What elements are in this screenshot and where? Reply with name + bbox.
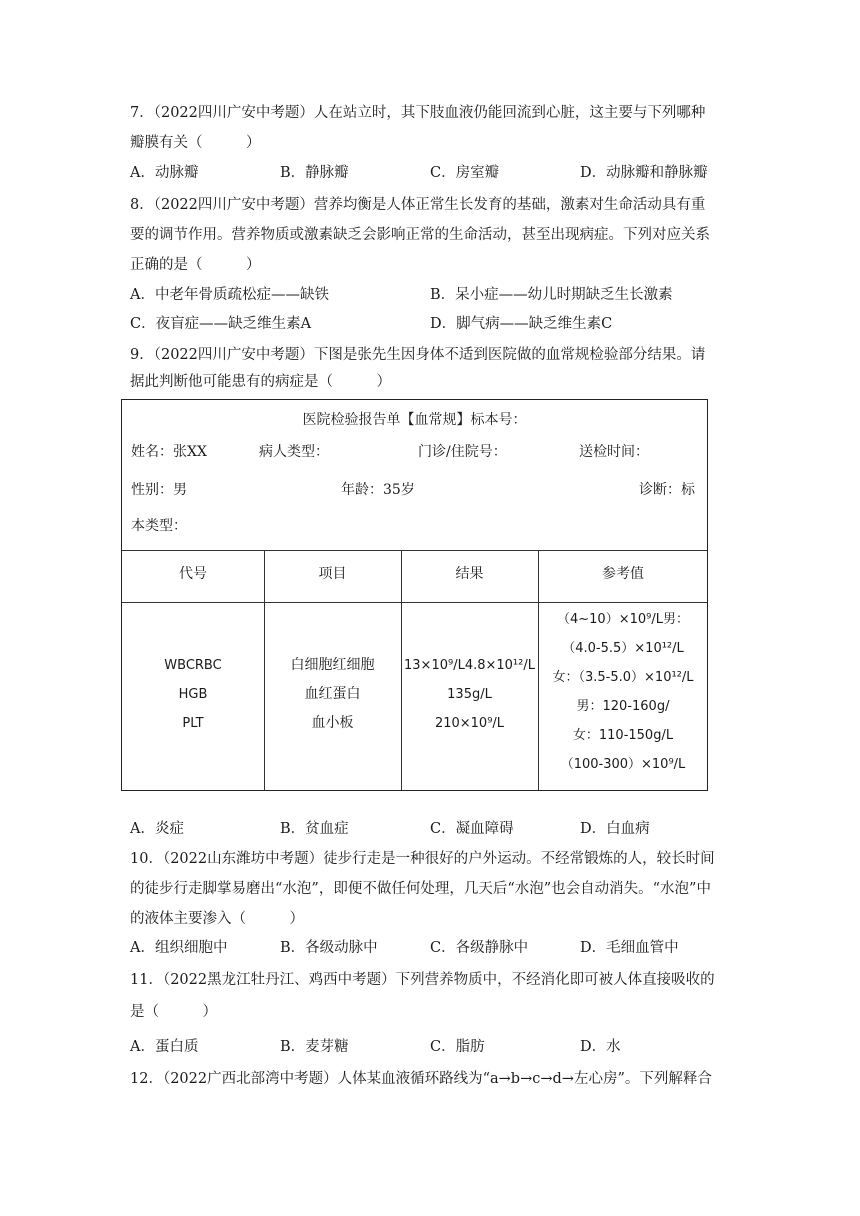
code-wbc-rbc: WBCRBC (164, 658, 222, 673)
column-header-item: 项目 (318, 566, 347, 582)
question-11-line-1: 11．（2022黑龙江牡丹江、鸡西中考题）下列营养物质中，不经消化即可被人体直接吸收的 (130, 972, 715, 988)
lab-report-table (121, 399, 708, 791)
reference-cell (538, 605, 708, 779)
question-10-line-3: 的液体主要渗入（ ） (130, 911, 304, 927)
reference-line: （100-300）×10⁹/L (560, 757, 686, 772)
column-header-result: 结果 (455, 566, 484, 582)
item-wbc-rbc: 白细胞红细胞 (290, 657, 375, 673)
result-wbc-rbc: 13×10⁹/L4.8×10¹²/L (404, 658, 535, 673)
column-header-code: 代号 (179, 566, 207, 582)
item-plt: 血小板 (311, 715, 354, 731)
report-age: 年龄：35岁 (341, 482, 415, 498)
question-7-line-1: 7．（2022四川广安中考题）人在站立时，其下肢血液仍能回流到心脏，这主要与下列哪种 (130, 105, 706, 121)
option-d: D．毛细血管中 (580, 940, 679, 956)
option-b: B．呆小症——幼儿时期缺乏生长激素 (430, 287, 673, 303)
option-a: A．中老年骨质疏松症——缺铁 (130, 287, 329, 303)
column-header-reference: 参考值 (602, 566, 644, 582)
report-sample-type: 本类型： (131, 518, 187, 534)
option-a: A．蛋白质 (130, 1039, 199, 1055)
code-plt: PLT (182, 716, 204, 731)
option-a: A．组织细胞中 (130, 940, 228, 956)
question-8-line-3: 正确的是（ ） (130, 257, 261, 273)
reference-line: （4.0-5.5）×10¹²/L (562, 641, 684, 656)
option-c: C．各级静脉中 (430, 940, 529, 956)
option-d: D．脚气病——缺乏维生素C (430, 316, 613, 332)
reference-line: （4~10）×10⁹/L男： (557, 612, 689, 627)
report-send-time: 送检时间： (579, 444, 649, 460)
reference-line: 女：（3.5-5.0）×10¹²/L (552, 670, 694, 685)
option-c: C．凝血障碍 (430, 821, 514, 837)
question-9-options (130, 819, 730, 839)
option-d: D．白血病 (580, 821, 650, 837)
question-12-line-1: 12．（2022广西北部湾中考题）人体某血液循环路线为“a→b→c→d→左心房”。下列解释合 (130, 1071, 712, 1087)
question-7-options (130, 163, 730, 183)
option-b: B．麦芽糖 (280, 1039, 349, 1055)
reference-line: 女：110-150g/L (572, 728, 674, 743)
report-diagnosis: 诊断：标 (639, 482, 695, 498)
question-8-options-row-1 (130, 285, 730, 305)
report-outpatient-no: 门诊/住院号： (418, 444, 507, 460)
option-b: B．各级动脉中 (280, 940, 378, 956)
question-8-options-row-2 (130, 314, 730, 334)
option-d: D．水 (580, 1039, 621, 1055)
report-name: 姓名：张XX (131, 444, 207, 460)
result-hgb: 135g/L (447, 687, 492, 702)
report-gender: 性别：男 (131, 482, 187, 498)
result-plt: 210×10⁹/L (434, 716, 505, 731)
header-row-separator (122, 602, 707, 603)
option-d: D．动脉瓣和静脉瓣 (580, 165, 708, 181)
result-cell (401, 651, 538, 738)
report-patient-type: 病人类型： (259, 444, 329, 460)
option-c: C．房室瓣 (430, 165, 500, 181)
code-cell (122, 651, 264, 738)
option-a: A．动脉瓣 (130, 165, 199, 181)
reference-line: 男：120-160g/ (576, 699, 670, 714)
report-title: 医院检验报告单【血常规】标本号： (302, 412, 527, 428)
question-9-line-2: 据此判断他可能患有的病症是（ ） (130, 374, 391, 390)
question-9-line-1: 9．（2022四川广安中考题）下图是张先生因身体不适到医院做的血常规检验部分结果。请 (130, 347, 706, 363)
option-c: C．脂肪 (430, 1039, 485, 1055)
question-11-line-2: 是（ ） (130, 1004, 217, 1020)
option-a: A．炎症 (130, 821, 184, 837)
code-hgb: HGB (178, 687, 208, 702)
question-10-line-2: 的徒步行走脚掌易磨出“水泡”，即便不做任何处理，几天后“水泡”也会自动消失。“水泡”中 (130, 881, 711, 897)
question-8-line-1: 8．（2022四川广安中考题）营养均衡是人体正常生长发育的基础，激素对生命活动具有重 (130, 197, 706, 213)
option-b: B．贫血症 (280, 821, 349, 837)
question-10-options (130, 938, 730, 958)
option-b: B．静脉瓣 (280, 165, 349, 181)
question-8-line-2: 要的调节作用。营养物质或激素缺乏会影响正常的生命活动，甚至出现病症。下列对应关系 (130, 227, 710, 243)
item-cell (264, 651, 401, 738)
option-c: C．夜盲症——缺乏维生素A (130, 316, 312, 332)
question-10-line-1: 10．（2022山东潍坊中考题）徒步行走是一种很好的户外运动。不经常锻炼的人，较长时间 (130, 851, 715, 867)
table-top-border (122, 550, 707, 551)
question-11-options (130, 1037, 730, 1057)
item-hgb: 血红蛋白 (304, 686, 361, 702)
question-7-line-2: 瓣膜有关（ ） (130, 135, 261, 151)
